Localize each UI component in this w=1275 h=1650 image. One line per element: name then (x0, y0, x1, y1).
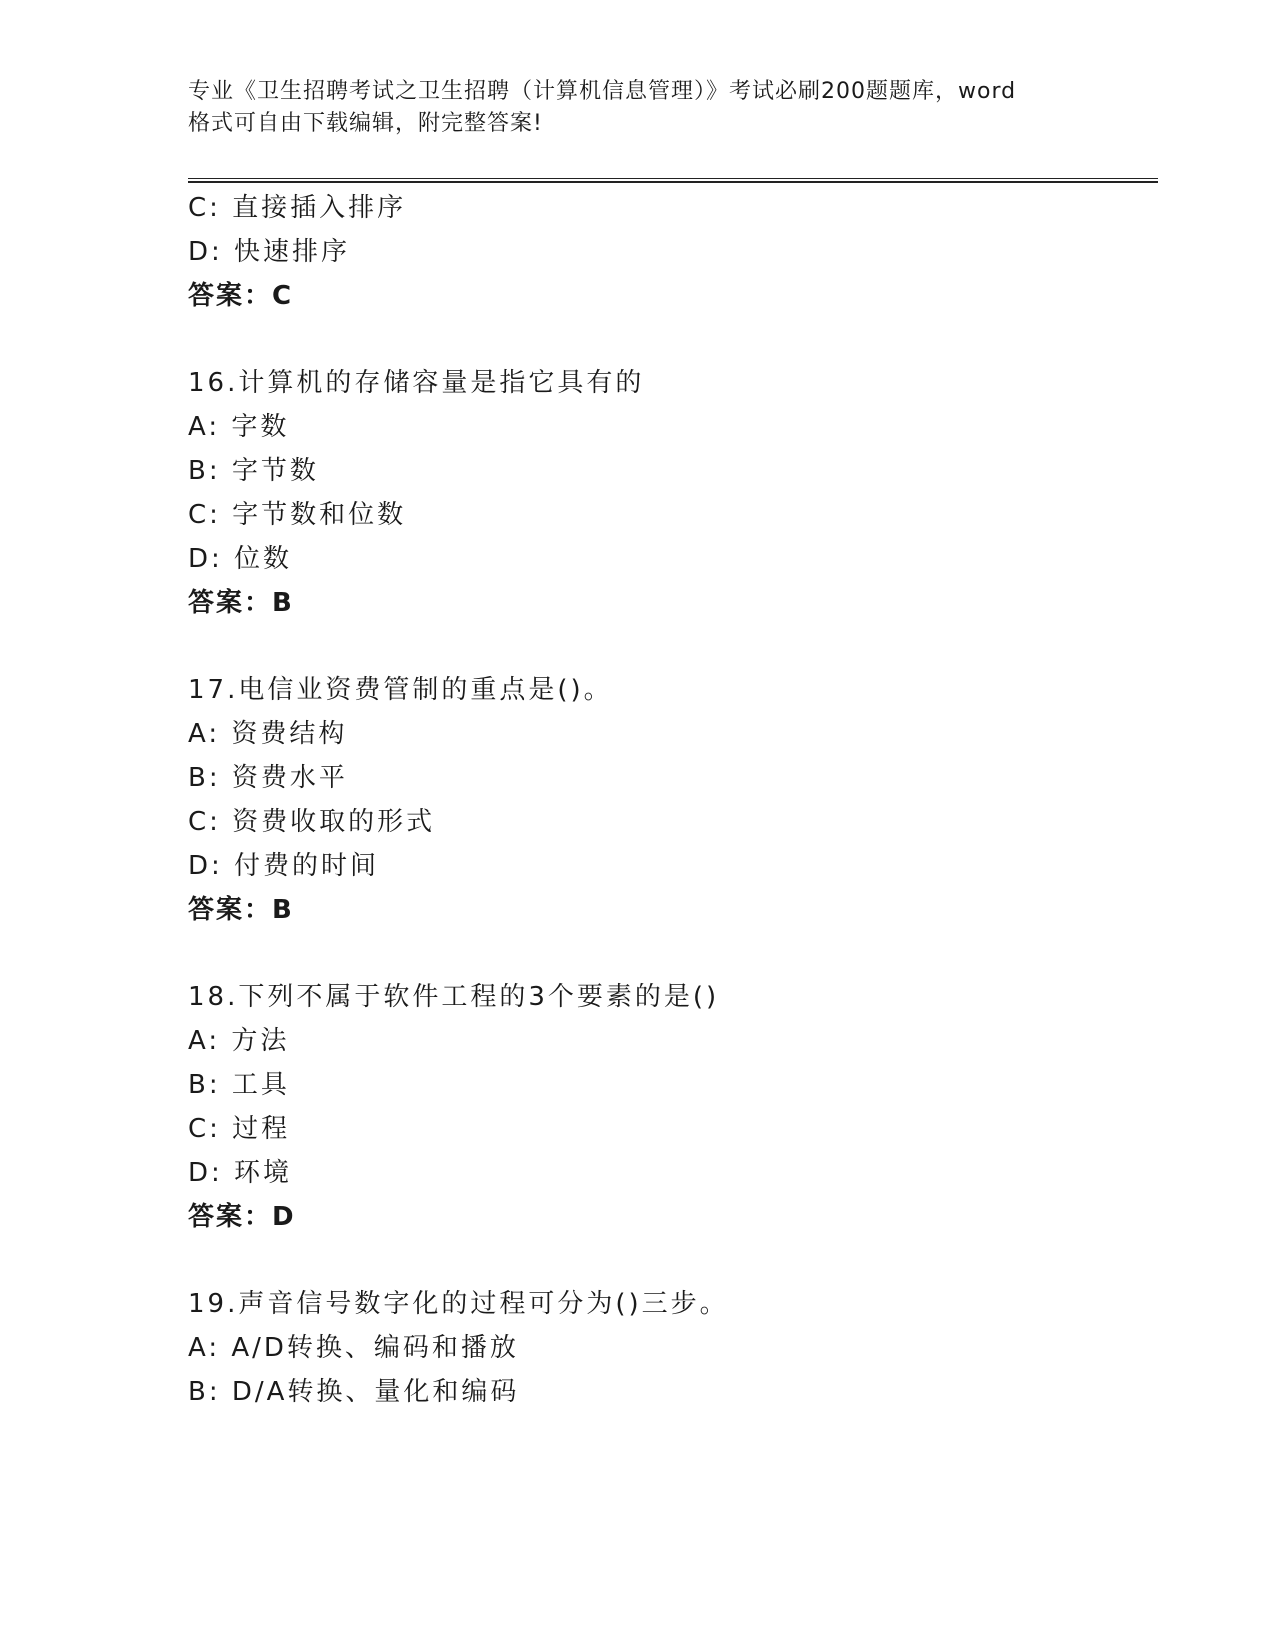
option-line: D: 环境 (188, 1158, 293, 1188)
answer-line: 答案：C (188, 281, 294, 311)
question-stem: 18.下列不属于软件工程的3个要素的是() (188, 982, 720, 1012)
option-line: C: 资费收取的形式 (188, 807, 436, 837)
option-line: B: 字节数 (188, 456, 319, 486)
option-line: A: A/D转换、编码和播放 (188, 1333, 519, 1363)
header-title-line-1: 专业《卫生招聘考试之卫生招聘（计算机信息管理）》考试必刷200题题库，word (188, 79, 1017, 104)
option-line: C: 直接插入排序 (188, 193, 407, 223)
option-line: A: 字数 (188, 412, 290, 442)
option-line: C: 过程 (188, 1114, 291, 1144)
header-rule-thin (188, 178, 1158, 179)
question-stem: 17.电信业资费管制的重点是()。 (188, 675, 613, 705)
answer-line: 答案：B (188, 588, 294, 618)
question-stem: 19.声音信号数字化的过程可分为()三步。 (188, 1289, 729, 1319)
option-line: A: 方法 (188, 1026, 290, 1056)
header-title-line-2: 格式可自由下载编辑，附完整答案! (188, 111, 543, 136)
option-line: B: D/A转换、量化和编码 (188, 1377, 520, 1407)
option-line: C: 字节数和位数 (188, 500, 407, 530)
option-line: D: 位数 (188, 544, 293, 574)
option-line: A: 资费结构 (188, 719, 348, 749)
header-rule-thick (188, 181, 1158, 183)
document-header (188, 76, 1088, 140)
option-line: D: 付费的时间 (188, 851, 380, 881)
answer-line: 答案：B (188, 895, 294, 925)
option-line: B: 工具 (188, 1070, 290, 1100)
question-stem: 16.计算机的存储容量是指它具有的 (188, 368, 645, 398)
option-line: D: 快速排序 (188, 237, 351, 267)
answer-line: 答案：D (188, 1202, 296, 1232)
option-line: B: 资费水平 (188, 763, 348, 793)
